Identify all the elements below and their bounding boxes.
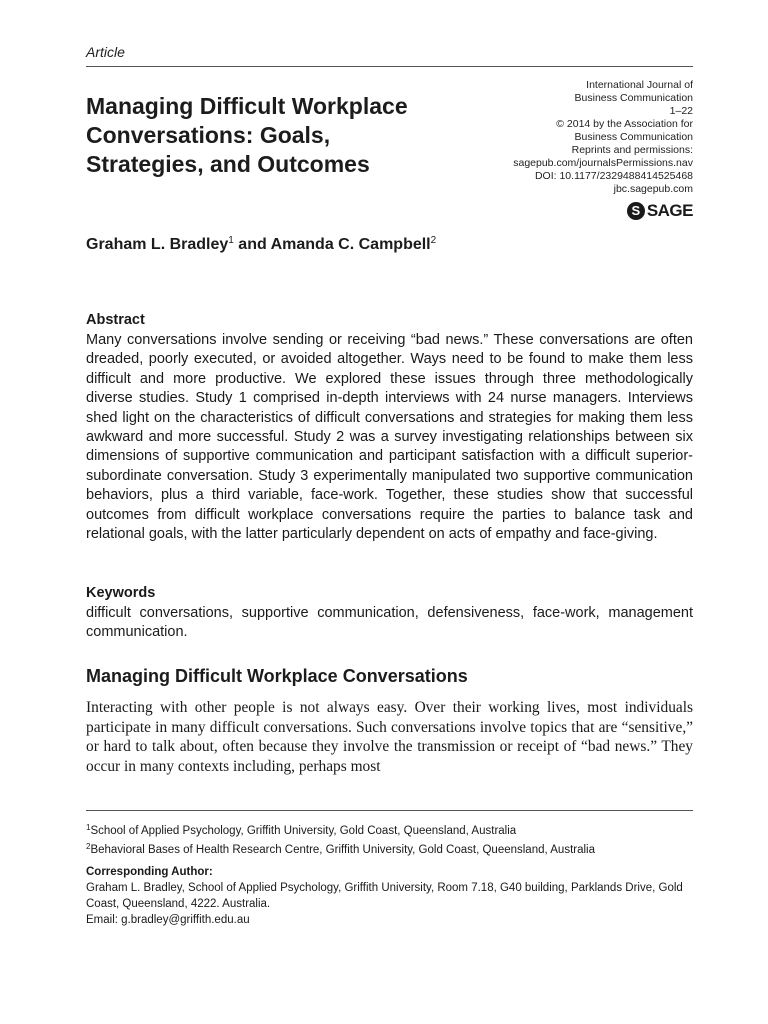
permissions-link[interactable]: sagepub.com/journalsPermissions.nav — [513, 157, 693, 169]
reprints-label: Reprints and permissions: — [571, 144, 693, 156]
copyright-line-2: Business Communication — [574, 131, 693, 143]
sage-logo-icon: S — [627, 202, 645, 220]
title-line-2: Conversations: Goals, — [86, 122, 331, 148]
journal-name-line-2: Business Communication — [574, 92, 693, 104]
sage-logo — [627, 201, 693, 221]
keywords-text: difficult conversations, supportive communication, defensiveness, face-work, management communication. — [86, 605, 693, 641]
affiliation-1-mark: 1 — [86, 823, 91, 832]
article-type-label: Article — [86, 44, 125, 60]
affiliation-2-mark: 2 — [86, 842, 91, 851]
title-line-1: Managing Difficult Workplace — [86, 93, 408, 119]
journal-name-line-1: International Journal of — [586, 79, 693, 91]
corresponding-author-heading: Corresponding Author: — [86, 866, 213, 878]
section-body-text: Interacting with other people is not always easy. Over their working lives, most individuals participate in many difficult conversations. Such conversations involve topics that are “sensitive,” or hard to talk about, often because they involve the transmission or receipt of “bad news.” They occur in many contexts including, perhaps most — [86, 699, 693, 775]
author-1: Graham L. Bradley — [86, 236, 229, 253]
section-heading: Managing Difficult Workplace Conversations — [86, 666, 468, 686]
corresponding-author-email[interactable]: Email: g.bradley@griffith.edu.au — [86, 914, 250, 926]
footnotes — [86, 820, 706, 928]
keywords-heading: Keywords — [86, 585, 156, 601]
affiliation-2-text: Behavioral Bases of Health Research Centre, Griffith University, Gold Coast, Queensland, Australia — [90, 844, 595, 856]
corresponding-author-address: Graham L. Bradley, School of Applied Psychology, Griffith University, Room 7.18, G40 building, Parklands Drive, Gold Coast, Queensland, 4222. Australia. — [86, 882, 683, 910]
journal-info — [433, 79, 693, 196]
abstract-heading: Abstract — [86, 312, 145, 328]
affiliation-2 — [86, 839, 706, 858]
author-2-affiliation-mark: 2 — [430, 235, 437, 246]
header-rule — [86, 66, 693, 67]
journal-url[interactable]: jbc.sagepub.com — [613, 183, 693, 195]
author-2: Amanda C. Campbell — [270, 236, 431, 253]
author-1-affiliation-mark: 1 — [228, 235, 234, 246]
title-line-3: Strategies, and Outcomes — [86, 151, 370, 177]
copyright-line-1: © 2014 by the Association for — [556, 118, 693, 130]
doi[interactable]: DOI: 10.1177/2329488414525468 — [534, 170, 693, 182]
affiliation-1-text: School of Applied Psychology, Griffith University, Gold Coast, Queensland, Australia — [90, 825, 517, 837]
author-list — [86, 235, 436, 254]
author-conjunction: and — [233, 236, 271, 253]
abstract-text: Many conversations involve sending or receiving “bad news.” These conversations are often dreaded, poorly executed, or avoided altogether. Ways need to be found to make them less difficult and more productive. We explored these issues through three methodologically diverse studies. Study 1 comprised in-depth interviews with 24 nurse managers. Interviews shed light on the characteristics of difficult conversations and strategies for making them less awkward and more successful. Study 2 was a survey investigating relationships between six dimensions of supportive communication and participant satisfaction with a difficult superior-subordinate conversation. Study 3 experimentally manipulated two supportive communication behaviors, plus a third variable, face-work. Together, these studies show that successful outcomes from difficult workplace conversations require the parties to balance task and relational goals, with the latter particularly dependent on acts of empathy and face-giving. — [86, 332, 693, 543]
page-range: 1–22 — [669, 105, 693, 117]
affiliation-1 — [86, 820, 706, 839]
sage-logo-wordmark: SAGE — [646, 201, 693, 220]
footnote-rule — [86, 810, 693, 811]
